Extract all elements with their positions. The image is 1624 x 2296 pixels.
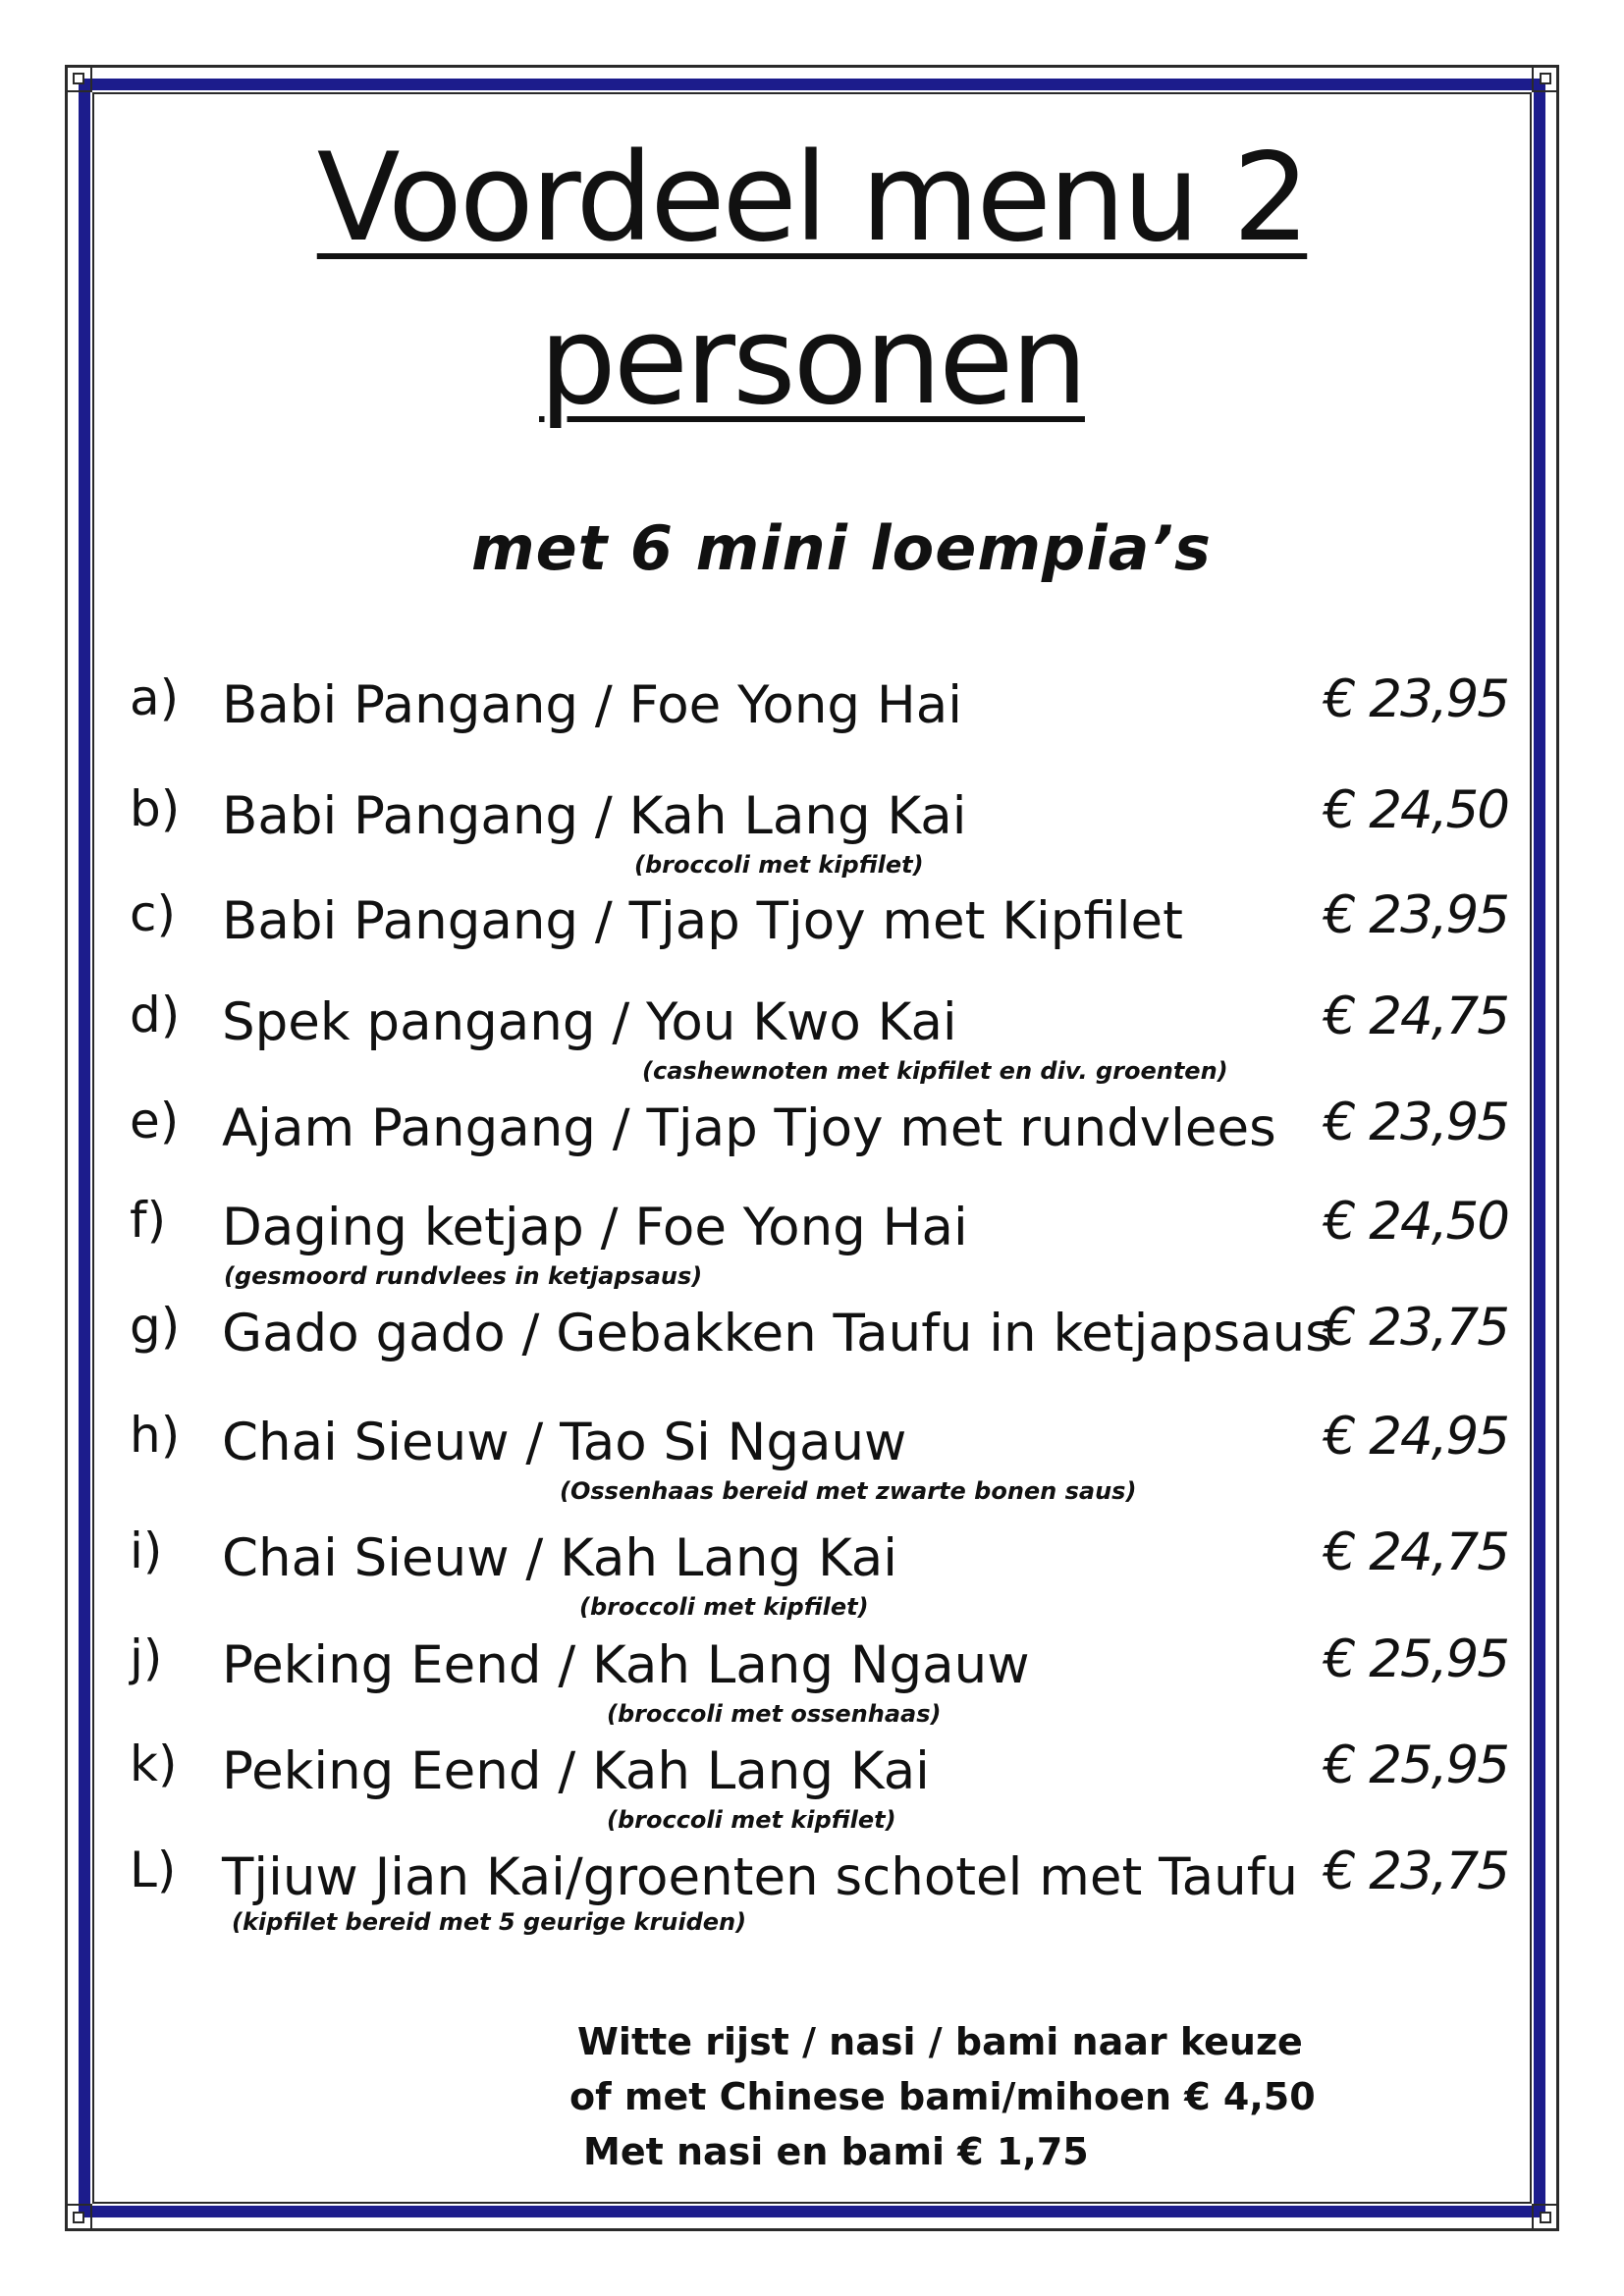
item-price: € 23,75 [1323,1298,1508,1358]
item-letter: d) [130,987,181,1043]
item-letter: c) [130,885,176,942]
menu-title-line2: personen [539,291,1085,432]
item-price: € 24,75 [1323,1522,1508,1582]
menu-item [0,885,1624,964]
item-price: € 23,95 [1323,1093,1508,1152]
item-note: (Ossenhaas bereid met zwarte bonen saus) [560,1477,1137,1505]
item-dish: Gado gado / Gebakken Taufu in ketjapsaus [222,1304,1332,1363]
item-price: € 24,95 [1323,1407,1508,1467]
item-note: (gesmoord rundvlees in ketjapsaus) [224,1262,703,1290]
item-dish: Ajam Pangang / Tjap Tjoy met rundvlees [222,1098,1276,1158]
item-letter: h) [130,1407,181,1464]
menu-item [0,1842,1624,1936]
item-letter: b) [130,780,181,837]
item-dish: Chai Sieuw / Tao Si Ngauw [222,1413,907,1472]
item-note: (broccoli met kipfilet) [634,851,924,879]
item-letter: L) [130,1842,177,1898]
footer-nasi-bami: Met nasi en bami € 1,75 [583,2130,1089,2173]
footer-rice-choice: Witte rijst / nasi / bami naar keuze [577,2020,1303,2063]
item-letter: a) [130,669,180,726]
menu-item [0,987,1624,1085]
item-note: (cashewnoten met kipfilet en div. groenten) [642,1057,1228,1085]
item-price: € 23,95 [1323,669,1508,729]
item-price: € 24,50 [1323,780,1508,840]
menu-title-line1: Voordeel menu 2 [316,128,1308,269]
item-note: (broccoli met ossenhaas) [607,1700,942,1728]
item-letter: e) [130,1093,180,1149]
corner-ornament [1532,65,1559,92]
menu-item [0,1522,1624,1621]
item-price: € 25,95 [1323,1629,1508,1689]
menu-item [0,669,1624,748]
item-letter: f) [130,1192,167,1249]
item-dish: Chai Sieuw / Kah Lang Kai [222,1528,897,1588]
menu-item [0,1407,1624,1505]
item-dish: Peking Eend / Kah Lang Ngauw [222,1635,1030,1695]
item-letter: i) [130,1522,163,1579]
corner-ornament [65,2204,92,2231]
item-price: € 24,50 [1323,1192,1508,1252]
item-dish: Peking Eend / Kah Lang Kai [222,1741,930,1801]
item-dish: Babi Pangang / Kah Lang Kai [222,786,967,846]
item-dish: Daging ketjap / Foe Yong Hai [222,1198,968,1257]
item-dish: Spek pangang / You Kwo Kai [222,992,957,1052]
item-note: (broccoli met kipfilet) [579,1593,869,1621]
item-letter: k) [130,1735,178,1792]
item-dish: Babi Pangang / Foe Yong Hai [222,675,962,735]
item-dish: Tjiuw Jian Kai/groenten schotel met Taufu [222,1847,1298,1907]
menu-item [0,1629,1624,1728]
menu-item [0,1735,1624,1834]
item-price: € 23,95 [1323,885,1508,945]
item-note: (kipfilet bereid met 5 geurige kruiden) [232,1908,747,1936]
item-price: € 25,95 [1323,1735,1508,1795]
menu-item [0,1298,1624,1376]
item-dish: Babi Pangang / Tjap Tjoy met Kipfilet [222,891,1183,951]
item-note: (broccoli met kipfilet) [607,1806,896,1834]
item-price: € 23,75 [1323,1842,1508,1901]
corner-ornament [65,65,92,92]
item-letter: j) [130,1629,163,1686]
item-letter: g) [130,1298,181,1355]
menu-item [0,1192,1624,1290]
menu-item [0,1093,1624,1171]
corner-ornament [1532,2204,1559,2231]
item-price: € 24,75 [1323,987,1508,1046]
menu-subtitle: met 6 mini loempia’s [471,512,1212,584]
footer-chinese-bami: of met Chinese bami/mihoen € 4,50 [569,2075,1316,2118]
menu-item [0,780,1624,879]
